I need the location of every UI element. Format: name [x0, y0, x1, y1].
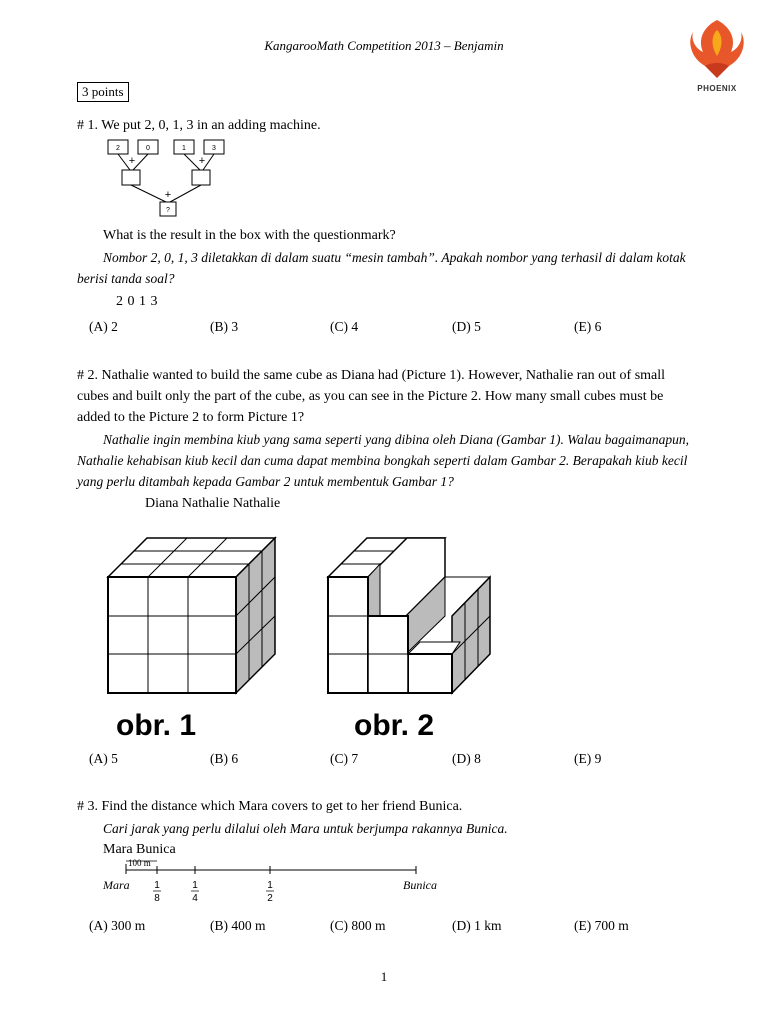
input-box-3: 1	[182, 145, 186, 152]
cube-pictures	[100, 530, 500, 745]
q3-option-c: (C) 800 m	[330, 918, 386, 933]
plus-sign-3: +	[164, 189, 172, 201]
logo-text: PHOENIX	[697, 84, 737, 93]
phoenix-logo	[683, 12, 751, 96]
q2-malay: Nathalie ingin membina kiub yang sama seperti yang dibina oleh Diana (Gambar 1). Walau bagaimanapun, Nathalie kehabisan kiub kecil dan cuma dapat membina bongkah seperti dalam Gambar 2. Berapakah kiub kecil yang perlu ditambah kepada Gambar 2 untuk membentuk Gambar 1?	[77, 432, 689, 489]
q3-option-e: (E) 700 m	[574, 918, 629, 933]
q3-text: # 3. Find the distance which Mara covers to get to her friend Bunica.	[77, 799, 463, 814]
picture-1-label: obr. 1	[116, 709, 197, 742]
q1-malay: Nombor 2, 0, 1, 3 diletakkan di dalam suatu “mesin tambah”. Apakah nombor yang terhasil di dalam kotak berisi tanda soal?	[77, 250, 686, 286]
scale-label: 100 m	[128, 858, 151, 868]
adding-machine-diagram	[100, 136, 230, 220]
q1-stray-digits: 2 0 1 3	[116, 294, 158, 309]
fraction-3-den: 2	[267, 893, 273, 904]
q2-text: # 2. Nathalie wanted to build the same cube as Diana had (Picture 1). However, Nathalie ran out of small cubes and built only the part of the cube, as you can see in the Picture 2. How many small cubes must be added to the Picture 2 to form Picture 1?	[77, 368, 666, 425]
q1-question: What is the result in the box with the questionmark?	[103, 228, 396, 243]
plus-sign-1: +	[128, 155, 136, 167]
q3-names: Mara Bunica	[103, 842, 176, 857]
q2-option-b: (B) 6	[210, 751, 239, 766]
q3-malay: Cari jarak yang perlu dilalui oleh Mara untuk berjumpa rakannya Bunica.	[103, 821, 508, 836]
input-box-4: 3	[212, 145, 216, 152]
picture-2-label: obr. 2	[354, 709, 435, 742]
end-label: Bunica	[403, 878, 437, 892]
q1-option-d: (D) 5	[452, 319, 481, 334]
page-header: KangarooMath Competition 2013 – Benjamin	[264, 38, 504, 53]
input-box-2: 0	[146, 145, 150, 152]
q1-option-e: (E) 6	[574, 319, 602, 334]
fraction-2-den: 4	[192, 893, 198, 904]
fraction-2-num: 1	[192, 880, 198, 891]
q1-option-a: (A) 2	[89, 319, 118, 334]
distance-diagram	[100, 856, 460, 906]
q2-option-c: (C) 7	[330, 751, 359, 766]
fraction-1-den: 8	[154, 893, 160, 904]
picture-2-cube	[328, 538, 490, 693]
q2-option-d: (D) 8	[452, 751, 481, 766]
fraction-3-num: 1	[267, 880, 273, 891]
q3-option-a: (A) 300 m	[89, 918, 146, 933]
plus-sign-2: +	[198, 155, 206, 167]
q1-option-c: (C) 4	[330, 319, 359, 334]
page-number: 1	[380, 969, 388, 984]
q2-option-e: (E) 9	[574, 751, 602, 766]
q3-option-b: (B) 400 m	[210, 918, 266, 933]
points-label: 3 points	[77, 82, 129, 102]
start-label: Mara	[103, 878, 130, 892]
input-box-1: 2	[116, 145, 120, 152]
q1-text: # 1. We put 2, 0, 1, 3 in an adding machine.	[77, 118, 321, 133]
q2-option-a: (A) 5	[89, 751, 118, 766]
q3-option-d: (D) 1 km	[452, 918, 502, 933]
fraction-1-num: 1	[154, 880, 160, 891]
result-box: ?	[166, 207, 170, 214]
q1-option-b: (B) 3	[210, 319, 239, 334]
picture-1-cube	[108, 538, 275, 693]
q2-names: Diana Nathalie Nathalie	[145, 496, 281, 511]
